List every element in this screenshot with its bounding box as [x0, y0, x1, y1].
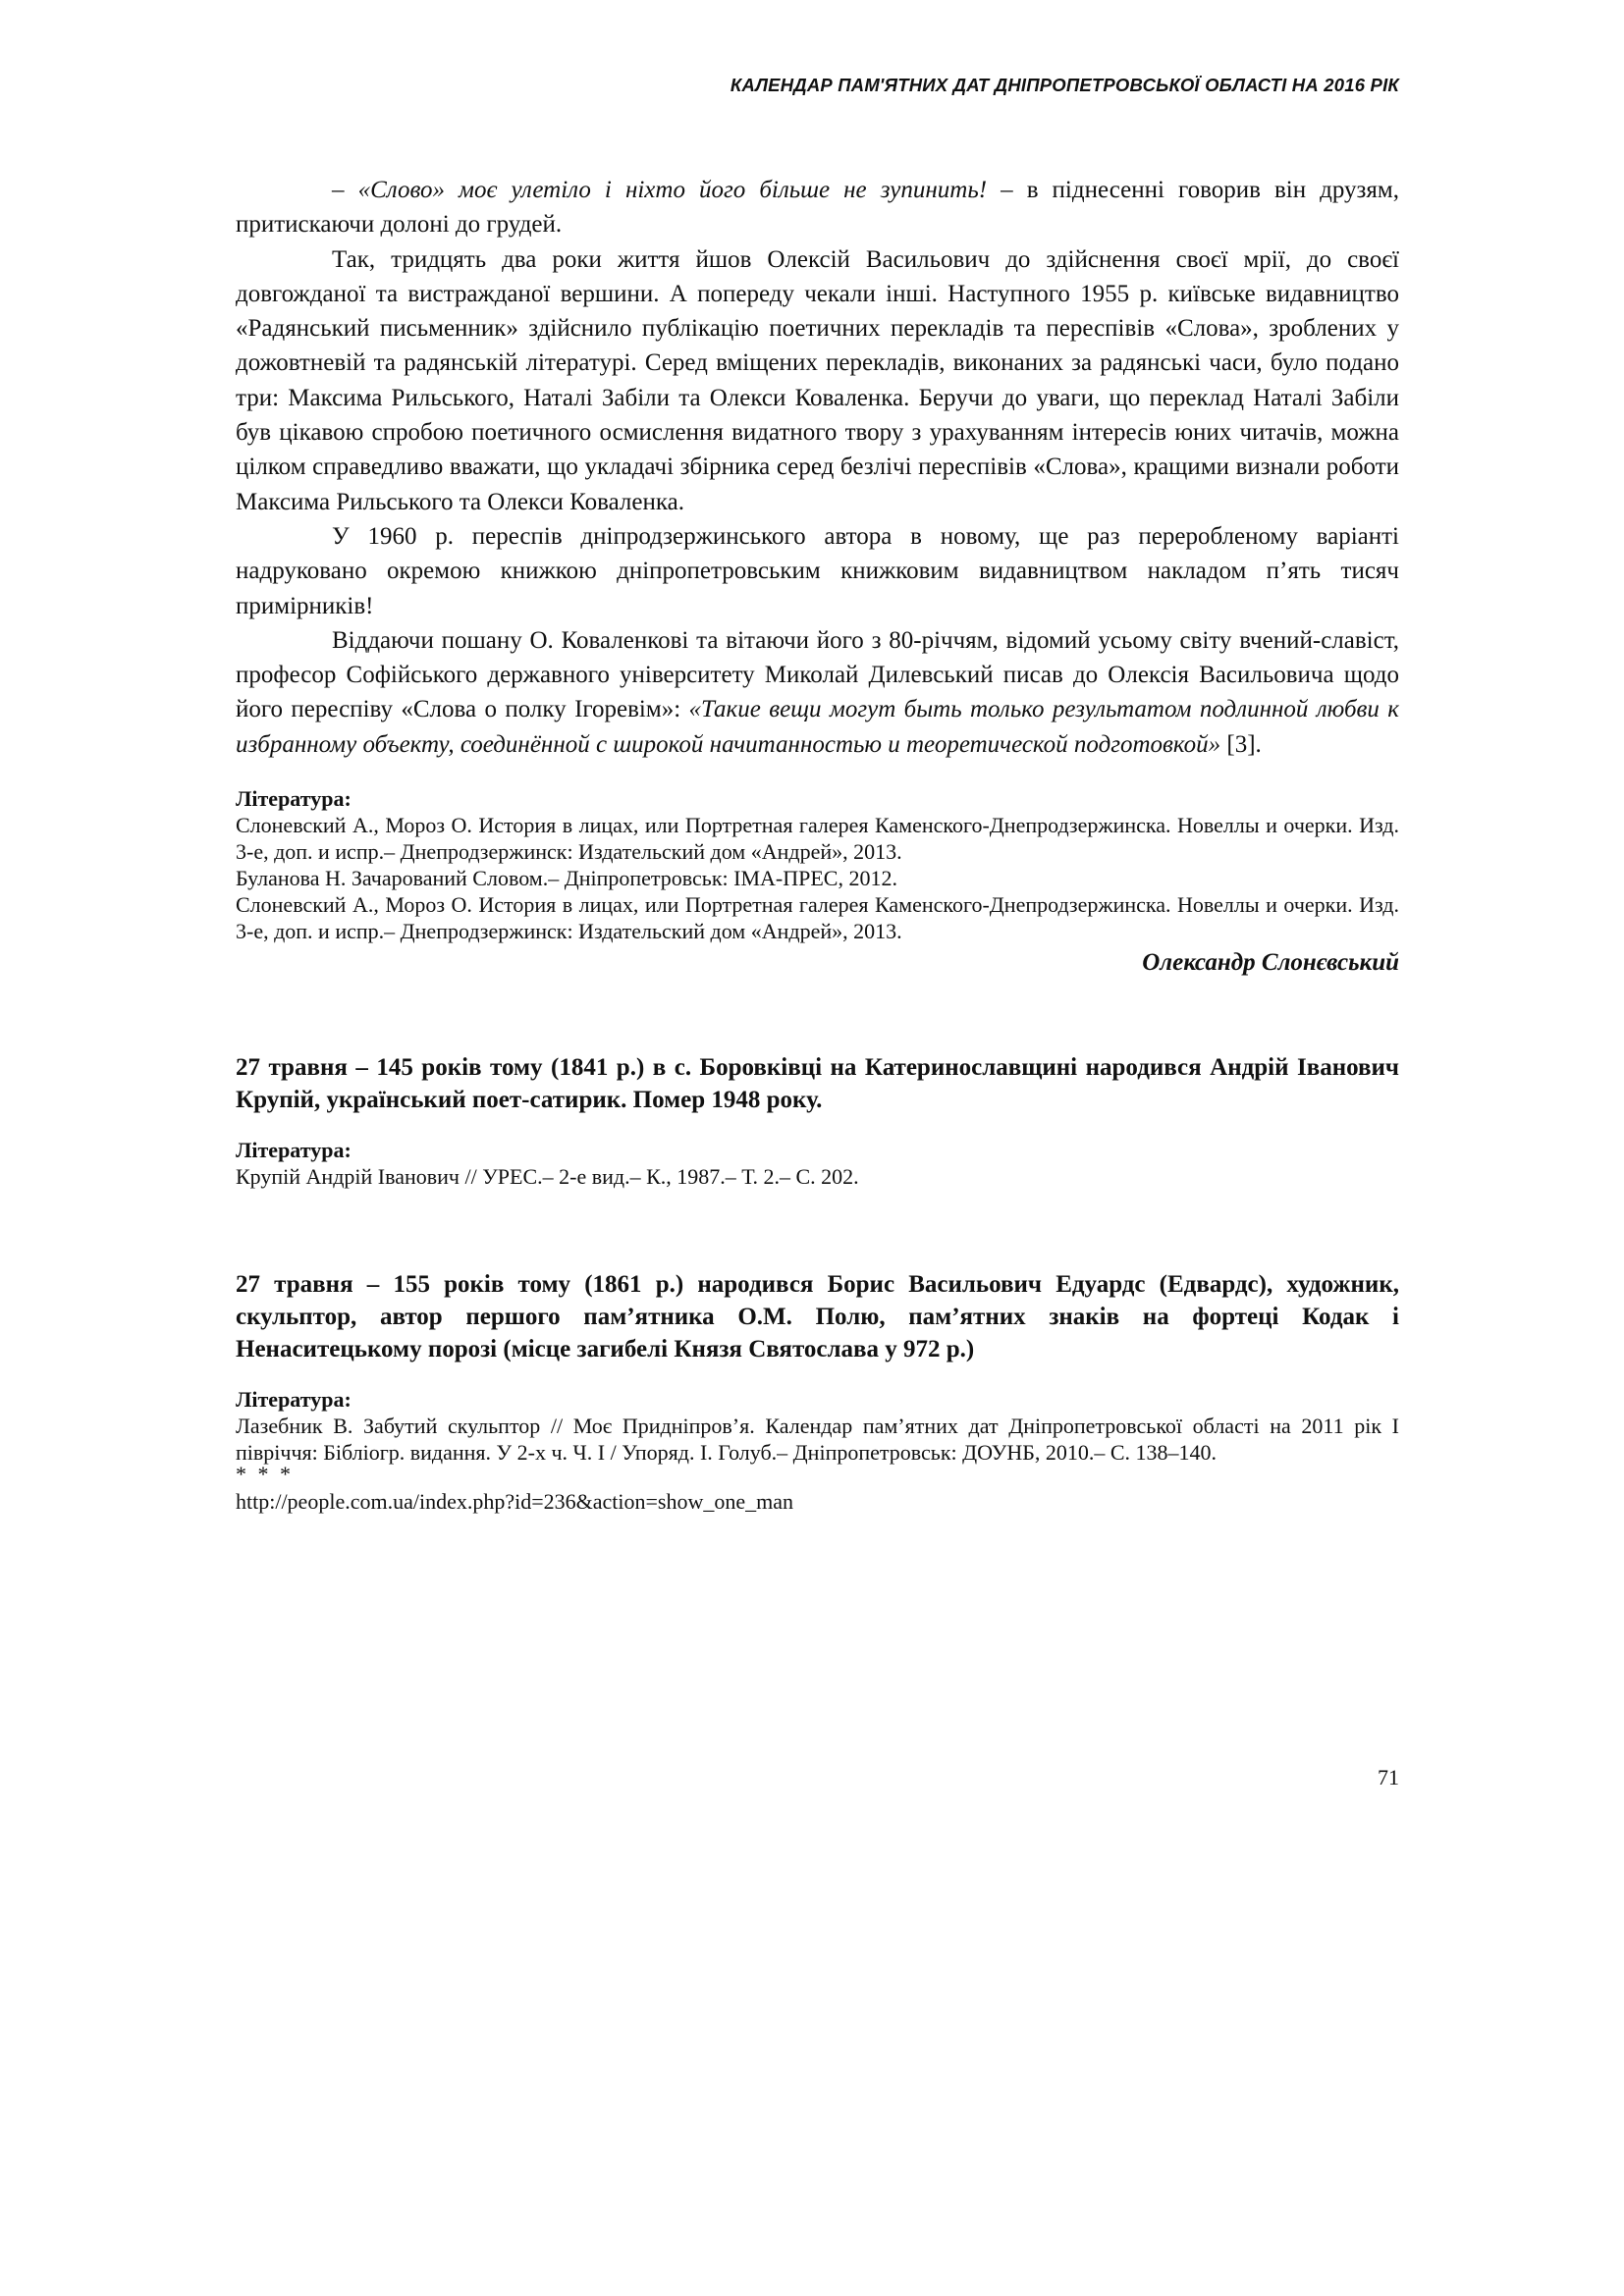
paragraph-quote: [236, 173, 1399, 242]
author-signature: Олександр Слонєвський: [1142, 949, 1399, 977]
source-url: http://people.com.ua/index.php?id=236&action=show_one_man: [236, 1489, 793, 1515]
page-content: [236, 173, 1399, 1515]
literature-heading: Література:: [236, 786, 352, 812]
entry-literature: [236, 1386, 1399, 1515]
article-literature: [236, 785, 1399, 944]
tribute-reference: [3].: [1220, 730, 1262, 758]
paragraph-1960: У 1960 р. переспів дніпродзержинського автора в новому, ще раз переробленому варіанті надруковано окремою книжкою дніпропетровським книжковим видавництвом накладом п’ять тисяч примірників!: [236, 522, 1399, 619]
literature-item: Слоневский А., Мороз О. История в лицах, или Портретная галерея Каменского-Днепродзержинска. Новеллы и очерки. Изд. 3-е, доп. и испр.– Днепродзержинск: Издательский дом «Андрей», 2013.: [236, 892, 1399, 944]
literature-heading: Література:: [236, 1387, 352, 1413]
page-number: 71: [1378, 1765, 1399, 1789]
literature-item: Крупій Андрій Іванович // УРЕС.– 2-е вид.– К., 1987.– Т. 2.– С. 202.: [236, 1164, 859, 1190]
running-header: КАЛЕНДАР ПАМ'ЯТНИХ ДАТ ДНІПРОПЕТРОВСЬКОЇ ОБЛАСТІ НА 2016 РІК: [730, 75, 1399, 95]
date-entry-heading: 27 травня – 155 років тому (1861 р.) народився Борис Васильович Едуардс (Едвардс), художник, скульптор, автор першого пам’ятника О.М. Полю, пам’ятних знаків на фортеці Кодак і Ненаситецькому порозі (місце загибелі Князя Святослава у 972 р.): [236, 1271, 1399, 1363]
literature-item: Слоневский А., Мороз О. История в лицах, или Портретная галерея Каменского-Днепродзержинска. Новеллы и очерки. Изд. 3-е, доп. и испр.– Днепродзержинск: Издательский дом «Андрей», 2013.: [236, 813, 1399, 865]
paragraph-tribute: [236, 623, 1399, 762]
entry-literature: [236, 1137, 1399, 1190]
tribute-quote: «Такие вещи могут быть только результатом подлинной любви к избранному объекту, соединённой с широкой начитанностью и теоретической подготовкой»: [236, 696, 1399, 758]
literature-item: Лазебник В. Забутий скульптор // Моє Придніпров’я. Календар пам’ятних дат Дніпропетровської області на 2011 рік І півріччя: Бібліогр. видання. У 2-х ч. Ч. І / Упоряд. І. Голуб.– Дніпропетровськ: ДОУНБ, 2010.– С. 138–140.: [236, 1414, 1399, 1466]
literature-heading: Література:: [236, 1138, 352, 1163]
quote-text: – «Слово» моє улетіло і ніхто його більше не зупинить!: [332, 177, 988, 203]
tribute-text: Віддаючи пошану О. Коваленкові та вітаючи його з 80-річчям, відомий усьому світу вчений-славіст, професор Софійського державного університету Миколай Дилевський писав до Олексія Васильовича щодо його переспіву «Слова о полку Ігоревім»:: [236, 626, 1399, 723]
paragraph-dream: Так, тридцять два роки життя йшов Олексій Васильович до здійснення своєї мрії, до своєї довгожданої та вистражданої вершини. А попереду чекали інші. Наступного 1955 р. київське видавництво «Радянський письменник» здійснило публікацію поетичних перекладів та переспівів «Слова», зроблених у дожовтневій та радянській літературі. Серед вміщених перекладів, виконаних за радянські часи, було подано три: Максима Рильського, Наталі Забіли та Олекси Коваленка. Беручи до уваги, що переклад Наталі Забіли був цікавою спробою поетичного осмислення видатного твору з урахуванням інтересів юних читачів, можна цілком справедливо вважати, що укладачі збірника серед безлічі переспівів «Слова», кращими визнали роботи Максима Рильського та Олекси Коваленка.: [236, 245, 1399, 515]
date-entry-heading: 27 травня – 145 років тому (1841 р.) в с. Боровківці на Катеринославщині народився Андрій Іванович Крупій, український поет-сатирик. Помер 1948 року.: [236, 1054, 1399, 1114]
literature-item: Буланова Н. Зачарований Словом.– Дніпропетровськ: ІМА-ПРЕС, 2012.: [236, 866, 897, 891]
quote-continuation: – в піднесенні говорив він друзям, притискаючи долоні до грудей.: [236, 177, 1400, 239]
section-separator: * * *: [236, 1462, 294, 1487]
